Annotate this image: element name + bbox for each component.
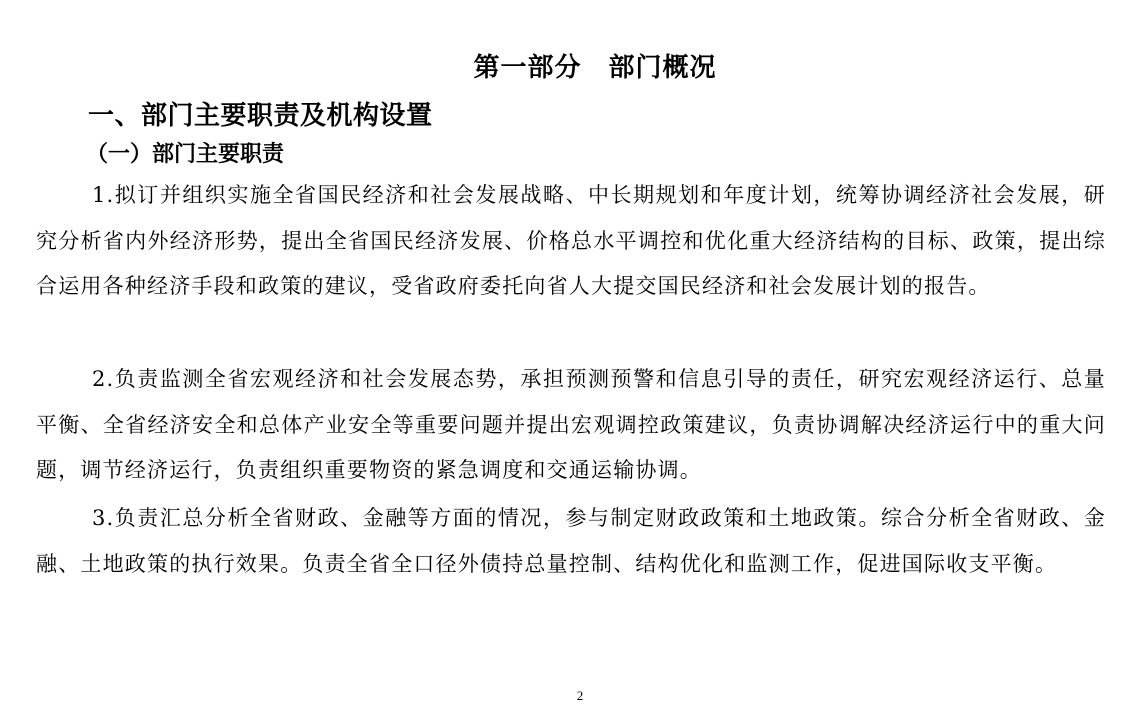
paragraph-3: 3.负责汇总分析全省财政、金融等方面的情况，参与制定财政政策和土地政策。综合分析全省财政、金融、土地政策的执行效果。负责全省全口径外债持总量控制、结构优化和监测工作，促进国际收支平衡。 (36, 506, 1106, 576)
paragraph-2: 2.负责监测全省宏观经济和社会发展态势，承担预测预警和信息引导的责任，研究宏观经济运行、总量平衡、全省经济安全和总体产业安全等重要问题并提出宏观调控政策建议，负责协调解决经济运行中的重大问题，调节经济运行，负责组织重要物资的紧急调度和交通运输协调。 (36, 367, 1106, 482)
part-title: 第一部分 部门概况 (473, 53, 717, 83)
subsection-heading: （一）部门主要职责 (86, 142, 285, 167)
paragraph-1: 1.拟订并组织实施全省国民经济和社会发展战略、中长期规划和年度计划，统筹协调经济社会发展，研究分析省内外经济形势，提出全省国民经济发展、价格总水平调控和优化重大经济结构的目标、政策，提出综合运用各种经济手段和政策的建议，受省政府委托向省人大提交国民经济和社会发展计划的报告。 (36, 183, 1106, 298)
page-number: 2 (576, 688, 584, 703)
section-heading: 一、部门主要职责及机构设置 (88, 101, 433, 131)
